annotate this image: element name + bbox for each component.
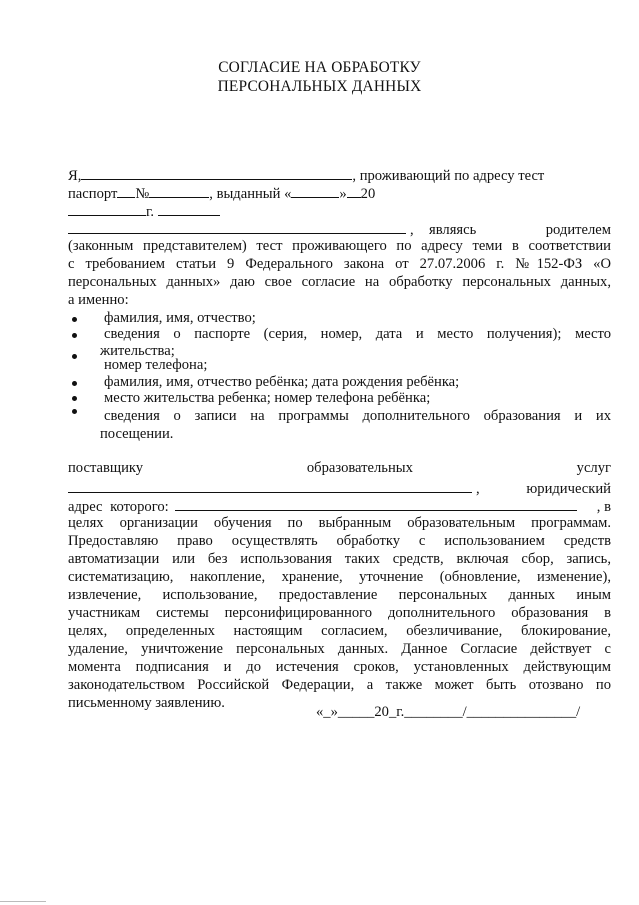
ya-label: Я, xyxy=(68,168,82,184)
intro-line-2 xyxy=(68,184,611,204)
bullet-item-4: фамилия, имя, отчество ребёнка; дата рождения ребёнка; xyxy=(104,374,460,390)
close-quote: » xyxy=(339,186,347,202)
body-line-5: извлечение, использование, предоставление персональных данных иным xyxy=(68,587,611,603)
bullet-item-2-cont: жительства; xyxy=(100,343,175,359)
body-line-6: участникам системы персонифицированного дополнительного образования в xyxy=(68,605,611,621)
body-line-11: письменному заявлению. xyxy=(68,695,225,711)
bullet-item-3: номер телефона; xyxy=(104,357,208,373)
bullet-dot xyxy=(72,409,77,414)
comma: , xyxy=(476,481,480,497)
supplier-line xyxy=(68,460,611,478)
bullet-item-1: фамилия, имя, отчество; xyxy=(104,310,256,326)
comma-being: , xyxy=(410,222,414,238)
v-label: , в xyxy=(596,499,611,515)
legal-label: юридический xyxy=(526,481,611,497)
body-line-1: целях организации обучения по выбранным образовательным программам. xyxy=(68,515,611,531)
signature-date-line[interactable]: «_»_____20_г.________/_______________/ xyxy=(316,704,581,720)
issue-date-blank[interactable] xyxy=(291,184,339,198)
year-prefix: 20 xyxy=(360,186,376,202)
residing-label: , проживающий по адресу тест xyxy=(352,168,545,184)
bullet-item-6: сведения о записи на программы дополнительного образования и их xyxy=(104,408,611,424)
body-line-3: автоматизации или без использования таких средств, включая сбор, запись, xyxy=(68,551,611,567)
year-suffix: г. xyxy=(146,204,154,220)
passport-label: паспорт xyxy=(68,186,118,202)
bullet-item-5: место жительства ребенка; номер телефона ребёнка; xyxy=(104,390,431,406)
intro-line-8: а именно: xyxy=(68,292,129,308)
body-line-10: законодательством Российской Федерации, а также может быть отозвано по xyxy=(68,677,611,693)
intro-line-6: с требованием статьи 9 Федерального закона от 27.07.2006 г. №152-ФЗ «О xyxy=(68,256,611,272)
body-line-2: Предоставляю право осуществлять обработку с использованием средств xyxy=(68,533,611,549)
body-line-7: целях, определенных настоящим согласием, обезличивание, блокирование, xyxy=(68,623,611,639)
bullet-dot xyxy=(72,333,77,338)
bullet-item-6-cont: посещении. xyxy=(100,426,174,442)
body-line-4: систематизацию, накопление, хранение, уточнение (обновление, изменение), xyxy=(68,569,611,585)
bullet-dot xyxy=(72,381,77,386)
title-line-1: СОГЛАСИЕ НА ОБРАБОТКУ xyxy=(218,59,421,76)
bullet-item-2: сведения о паспорте (серия, номер, дата и место получения); место xyxy=(104,326,611,342)
passport-series-blank[interactable] xyxy=(117,184,135,198)
full-name-blank[interactable] xyxy=(81,166,352,180)
supplier-name-blank[interactable] xyxy=(68,479,472,493)
supplier-text: поставщику образовательных услуг xyxy=(68,460,611,476)
address-line xyxy=(68,497,611,517)
intro-line-1 xyxy=(68,166,611,186)
title-line-2: ПЕРСОНАЛЬНЫХ ДАННЫХ xyxy=(217,78,422,95)
number-sign: № xyxy=(135,186,150,202)
issue-year-blank[interactable] xyxy=(68,202,146,216)
address-label: адрес которого: xyxy=(68,499,169,515)
intro-line-5: (законным представителем) тест проживающего по адресу теми в соответствии xyxy=(68,238,611,254)
issued-label: , выданный « xyxy=(209,186,292,202)
bullet-dot xyxy=(72,317,77,322)
passport-number-blank[interactable] xyxy=(149,184,209,198)
bullet-dot xyxy=(72,396,77,401)
scan-edge-mark xyxy=(0,901,46,902)
intro-line-3 xyxy=(68,202,611,222)
child-name-blank[interactable] xyxy=(68,220,406,234)
issued-by-blank[interactable] xyxy=(158,202,220,216)
body-line-9: момента подписания и до истечения сроков, установленных действующим xyxy=(68,659,611,675)
bullet-dot xyxy=(72,354,77,359)
issue-month-blank[interactable] xyxy=(347,184,361,198)
supplier-name-line xyxy=(68,479,611,499)
parent-label xyxy=(429,222,611,240)
intro-line-7: персональных данных» даю свое согласие на обработку персональных данных, xyxy=(68,274,611,290)
document-title xyxy=(0,58,639,96)
address-blank[interactable] xyxy=(175,497,577,511)
intro-line-4 xyxy=(68,220,611,240)
body-line-8: удаление, уничтожение персональных данных. Данное Согласие действует с xyxy=(68,641,611,657)
parent-text: являясь родителем xyxy=(429,222,611,238)
